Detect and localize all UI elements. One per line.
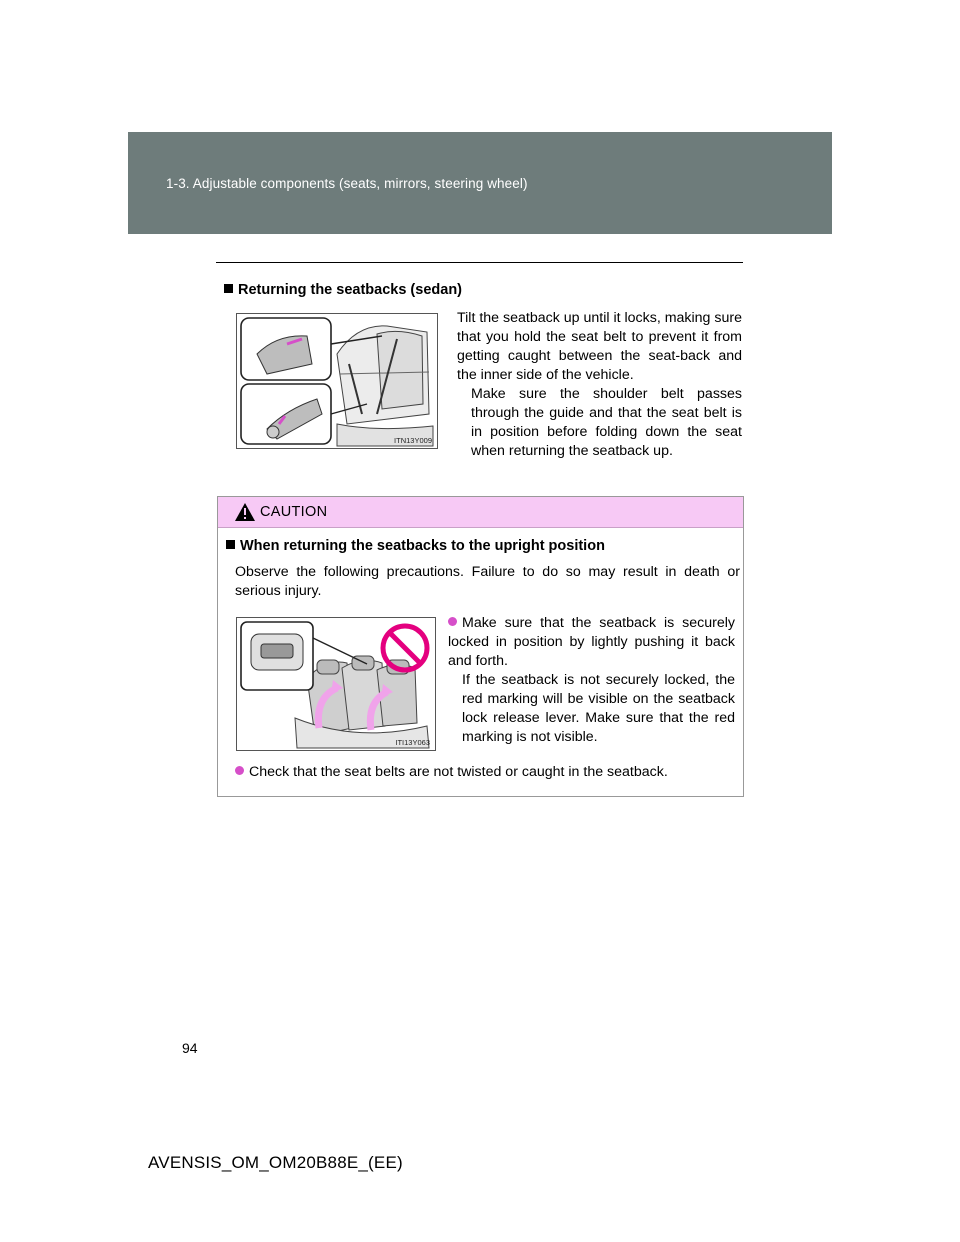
caution-box xyxy=(217,496,744,797)
caution-header xyxy=(218,497,743,528)
section-divider xyxy=(216,262,743,263)
square-bullet-icon xyxy=(226,540,235,549)
figure-code: ITN13Y009 xyxy=(394,436,432,445)
caution-heading xyxy=(226,538,605,554)
seatback-return-illustration xyxy=(236,313,438,449)
warning-triangle-icon xyxy=(234,502,256,522)
note-paragraph: Make sure the shoulder belt passes through the guide and that the seat belt is in position before folding down the seat when returning the seatback up. xyxy=(471,386,742,459)
page-number: 94 xyxy=(182,1040,198,1056)
caution-intro: Observe the following precautions. Failure to do so may result in death or serious injury. xyxy=(235,564,740,599)
section-heading xyxy=(224,282,462,298)
caution-bullet-belt-check xyxy=(235,763,740,782)
round-bullet-icon xyxy=(448,617,457,626)
bullet-text: Check that the seat belts are not twisted or caught in the seatback. xyxy=(249,764,668,780)
caution-label: CAUTION xyxy=(260,504,328,520)
bullet-text: Make sure that the seatback is securely locked in position by lightly pushing it back and forth. xyxy=(448,615,735,669)
round-bullet-icon xyxy=(235,766,244,775)
figure-code: ITI13Y063 xyxy=(395,738,430,747)
seatback-lock-illustration xyxy=(236,617,436,751)
seatback-illustration-drawing xyxy=(237,314,437,448)
caution-bullet-lock-check xyxy=(448,614,735,747)
section-heading-text: Returning the seatbacks (sedan) xyxy=(238,282,462,298)
square-bullet-icon xyxy=(224,284,233,293)
bullet-text-continued: If the seatback is not securely locked, the red marking will be visible on the seatback lock release lever. Make sure that the red marking is not visible. xyxy=(462,672,735,745)
section-path-title: 1-3. Adjustable components (seats, mirrors, steering wheel) xyxy=(166,176,528,191)
instruction-paragraph: Tilt the seatback up until it locks, making sure that you hold the seat belt to prevent it from getting caught between the seat-back and the inner side of the vehicle. xyxy=(457,310,742,383)
caution-heading-text: When returning the seatbacks to the upright position xyxy=(240,538,605,554)
header-band xyxy=(128,132,832,234)
seatback-lock-drawing xyxy=(237,618,435,750)
document-code: AVENSIS_OM_OM20B88E_(EE) xyxy=(148,1153,403,1172)
